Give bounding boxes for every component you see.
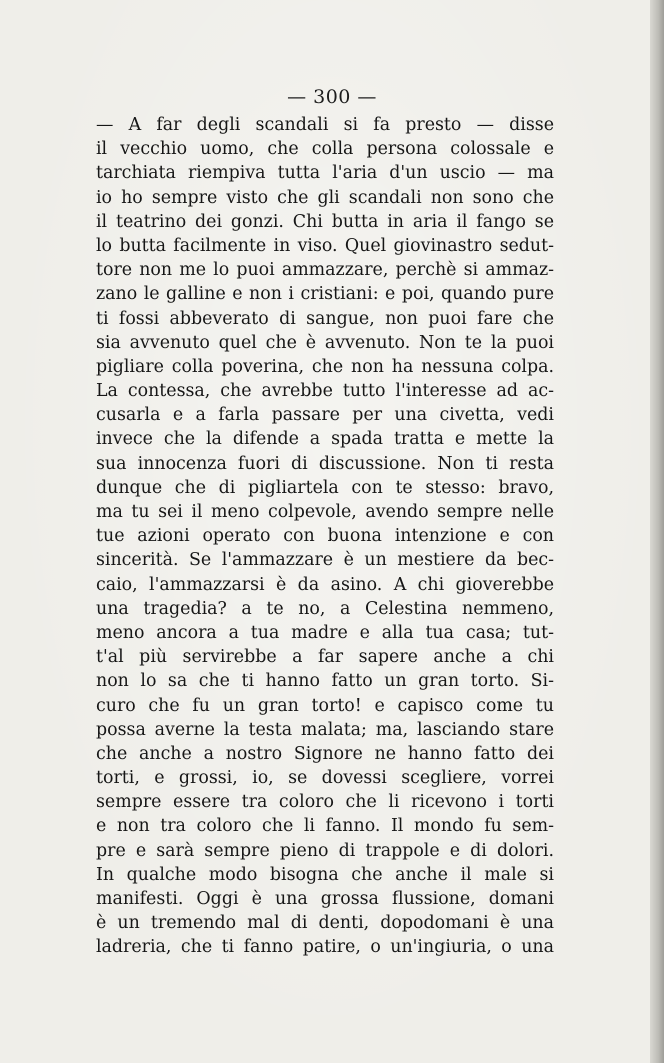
text-line: manifesti. Oggi è una grossa flussione, domani bbox=[96, 889, 554, 909]
text-line: invece che la difende a spada tratta e mette la bbox=[96, 429, 554, 450]
text-line: sia avvenuto quel che è avvenuto. Non te la puoi bbox=[96, 332, 554, 353]
text-line: tarchiata riempiva tutta l'aria d'un uscio — ma bbox=[96, 163, 554, 184]
text-line: lo butta facilmente in viso. Quel giovinastro sedut- bbox=[96, 235, 554, 256]
text-line: tue azioni operato con buona intenzione e con bbox=[96, 526, 554, 547]
text-line: sua innocenza fuori di discussione. Non ti resta bbox=[96, 453, 554, 474]
text-line: una tragedia? a te no, a Celestina nemmeno, bbox=[96, 598, 554, 619]
text-line: sincerità. Se l'ammazzare è un mestiere da bec- bbox=[96, 550, 554, 571]
text-line: ti fossi abbeverato di sangue, non puoi fare che bbox=[96, 308, 554, 329]
text-line: possa averne la testa malata; ma, lasciando stare bbox=[96, 719, 554, 740]
text-line: In qualche modo bisogna che anche il male si bbox=[96, 864, 554, 885]
text-line: zano le galline e non i cristiani: e poi, quando pure bbox=[96, 284, 554, 305]
text-line: tore non me lo puoi ammazzare, perchè si ammaz- bbox=[96, 260, 554, 281]
text-line: sempre essere tra coloro che li ricevono i torti bbox=[96, 792, 554, 813]
text-line: è un tremendo mal di denti, dopodomani è una bbox=[96, 913, 554, 934]
text-line: curo che fu un gran torto! e capisco come tu bbox=[96, 695, 554, 716]
text-line: che anche a nostro Signore ne hanno fatto dei bbox=[96, 743, 554, 764]
text-line: — A far degli scandali si fa presto — disse bbox=[96, 115, 554, 135]
text-line: il vecchio uomo, che colla persona colossale e bbox=[96, 139, 554, 160]
text-line: dunque che di pigliartela con te stesso: bravo, bbox=[96, 477, 554, 498]
text-line: e non tra coloro che li fanno. Il mondo fu sem- bbox=[96, 816, 554, 837]
text-line: non lo sa che ti hanno fatto un gran torto. Si- bbox=[96, 671, 554, 692]
text-line: t'al più servirebbe a far sapere anche a chi bbox=[96, 647, 554, 668]
text-line: caio, l'ammazzarsi è da asino. A chi gioverebbe bbox=[96, 574, 554, 595]
text-line: ma tu sei il meno colpevole, avendo sempre nelle bbox=[96, 502, 554, 522]
body-text bbox=[96, 113, 554, 960]
text-line: pre e sarà sempre pieno di trappole e di dolori. bbox=[96, 840, 554, 861]
text-line: il teatrino dei gonzi. Chi butta in aria il fango se bbox=[96, 211, 554, 232]
page-edge-shadow bbox=[650, 0, 664, 1063]
page-number: — 300 — bbox=[287, 86, 377, 108]
text-line: pigliare colla poverina, che non ha nessuna colpa. bbox=[96, 356, 554, 377]
text-line: cusarla e a farla passare per una civetta, vedi bbox=[96, 405, 554, 426]
text-line: ladreria, che ti fanno patire, o un'ingiuria, o una bbox=[96, 937, 554, 958]
text-line: torti, e grossi, io, se dovessi scegliere, vorrei bbox=[96, 768, 554, 789]
text-line: io ho sempre visto che gli scandali non sono che bbox=[96, 187, 554, 208]
text-line: La contessa, che avrebbe tutto l'interesse ad ac- bbox=[96, 381, 554, 402]
text-line: meno ancora a tua madre e alla tua casa; tut- bbox=[96, 622, 554, 643]
